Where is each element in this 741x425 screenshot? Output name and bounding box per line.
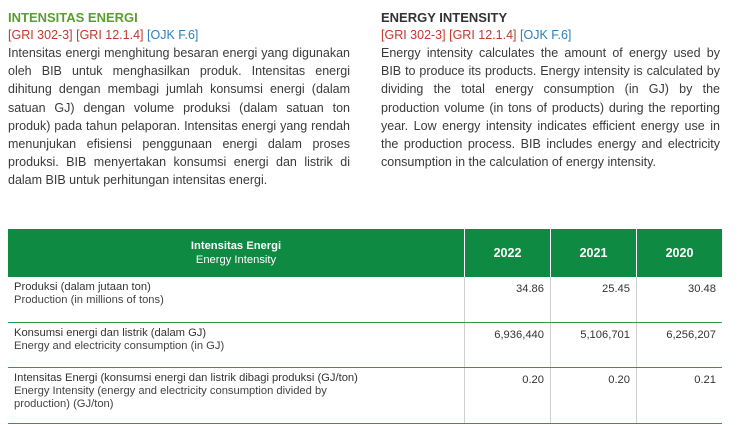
row-label-en: Production (in millions of tons) — [14, 294, 164, 306]
ref-gri-302-3: [GRI 302-3] — [8, 28, 73, 42]
header-year-2020: 2020 — [637, 229, 723, 277]
value-2020: 30.48 — [637, 277, 723, 323]
ref-ojk-f6: [OJK F.6] — [147, 28, 199, 42]
value-2022: 6,936,440 — [465, 323, 551, 368]
reference-tags-id — [8, 26, 350, 44]
body-paragraph-en: Energy intensity calculates the amount of energy used by BIB to produce its products. Energy intensity is calculated by dividing the total energy consumption (in GJ) by the production volume (in tons of products) during the reporting year. Low energy intensity indicates efficient energy use in the production process. BIB includes energy and electricity consumption in the calculation of energy intensity. — [381, 46, 720, 170]
header-label-id: Intensitas Energi — [190, 240, 282, 252]
value-2022: 34.86 — [465, 277, 551, 323]
ref-ojk-f6: [OJK F.6] — [520, 28, 572, 42]
value-2020: 6,256,207 — [637, 323, 723, 368]
table-header-label — [8, 229, 465, 277]
ref-gri-12-1-4: [GRI 12.1.4] — [449, 28, 517, 42]
row-label-id: Intensitas Energi (konsumsi energi dan listrik dibagi produksi (GJ/ton) — [14, 372, 358, 384]
value-2021: 25.45 — [551, 277, 637, 323]
row-label-en: Energy and electricity consumption (in GJ) — [14, 340, 225, 352]
ref-gri-302-3: [GRI 302-3] — [381, 28, 446, 42]
value-2022: 0.20 — [465, 368, 551, 424]
table-row — [8, 323, 722, 368]
right-column-english — [381, 10, 720, 171]
row-label-cell — [8, 277, 465, 323]
reference-tags-en — [381, 26, 720, 44]
section-title-en: ENERGY INTENSITY — [381, 10, 508, 25]
row-label-id: Konsumsi energi dan listrik (dalam GJ) — [14, 327, 207, 339]
header-year-2022: 2022 — [465, 229, 551, 277]
table-row — [8, 277, 722, 323]
energy-intensity-table — [8, 229, 722, 424]
section-title-id: INTENSITAS ENERGI — [8, 10, 138, 25]
row-label-en: Energy Intensity (energy and electricity consumption divided by production) (GJ/ton) — [14, 385, 327, 410]
row-label-cell — [8, 368, 465, 424]
value-2020: 0.21 — [637, 368, 723, 424]
left-column-indonesian — [8, 10, 350, 190]
value-2021: 0.20 — [551, 368, 637, 424]
header-year-2021: 2021 — [551, 229, 637, 277]
table-header-row — [8, 229, 722, 277]
table-row — [8, 368, 722, 424]
ref-gri-12-1-4: [GRI 12.1.4] — [76, 28, 144, 42]
row-label-cell — [8, 323, 465, 368]
header-label-en: Energy Intensity — [195, 254, 277, 266]
row-label-id: Produksi (dalam jutaan ton) — [14, 281, 151, 293]
value-2021: 5,106,701 — [551, 323, 637, 368]
body-paragraph-id: Intensitas energi menghitung besaran energi yang digunakan oleh BIB untuk menghasilkan produk. Intensitas energi dihitung dengan membagi jumlah konsumsi energi (dalam satuan GJ) dengan volume produksi (dalam satuan ton produk) pada tahun pelaporan. Intensitas energi yang rendah menunjukan efisiensi penggunaan energi dalam proses produksi. BIB menyertakan konsumsi energi dan listrik di dalam BIB untuk perhitungan intensitas energi. — [8, 46, 350, 188]
